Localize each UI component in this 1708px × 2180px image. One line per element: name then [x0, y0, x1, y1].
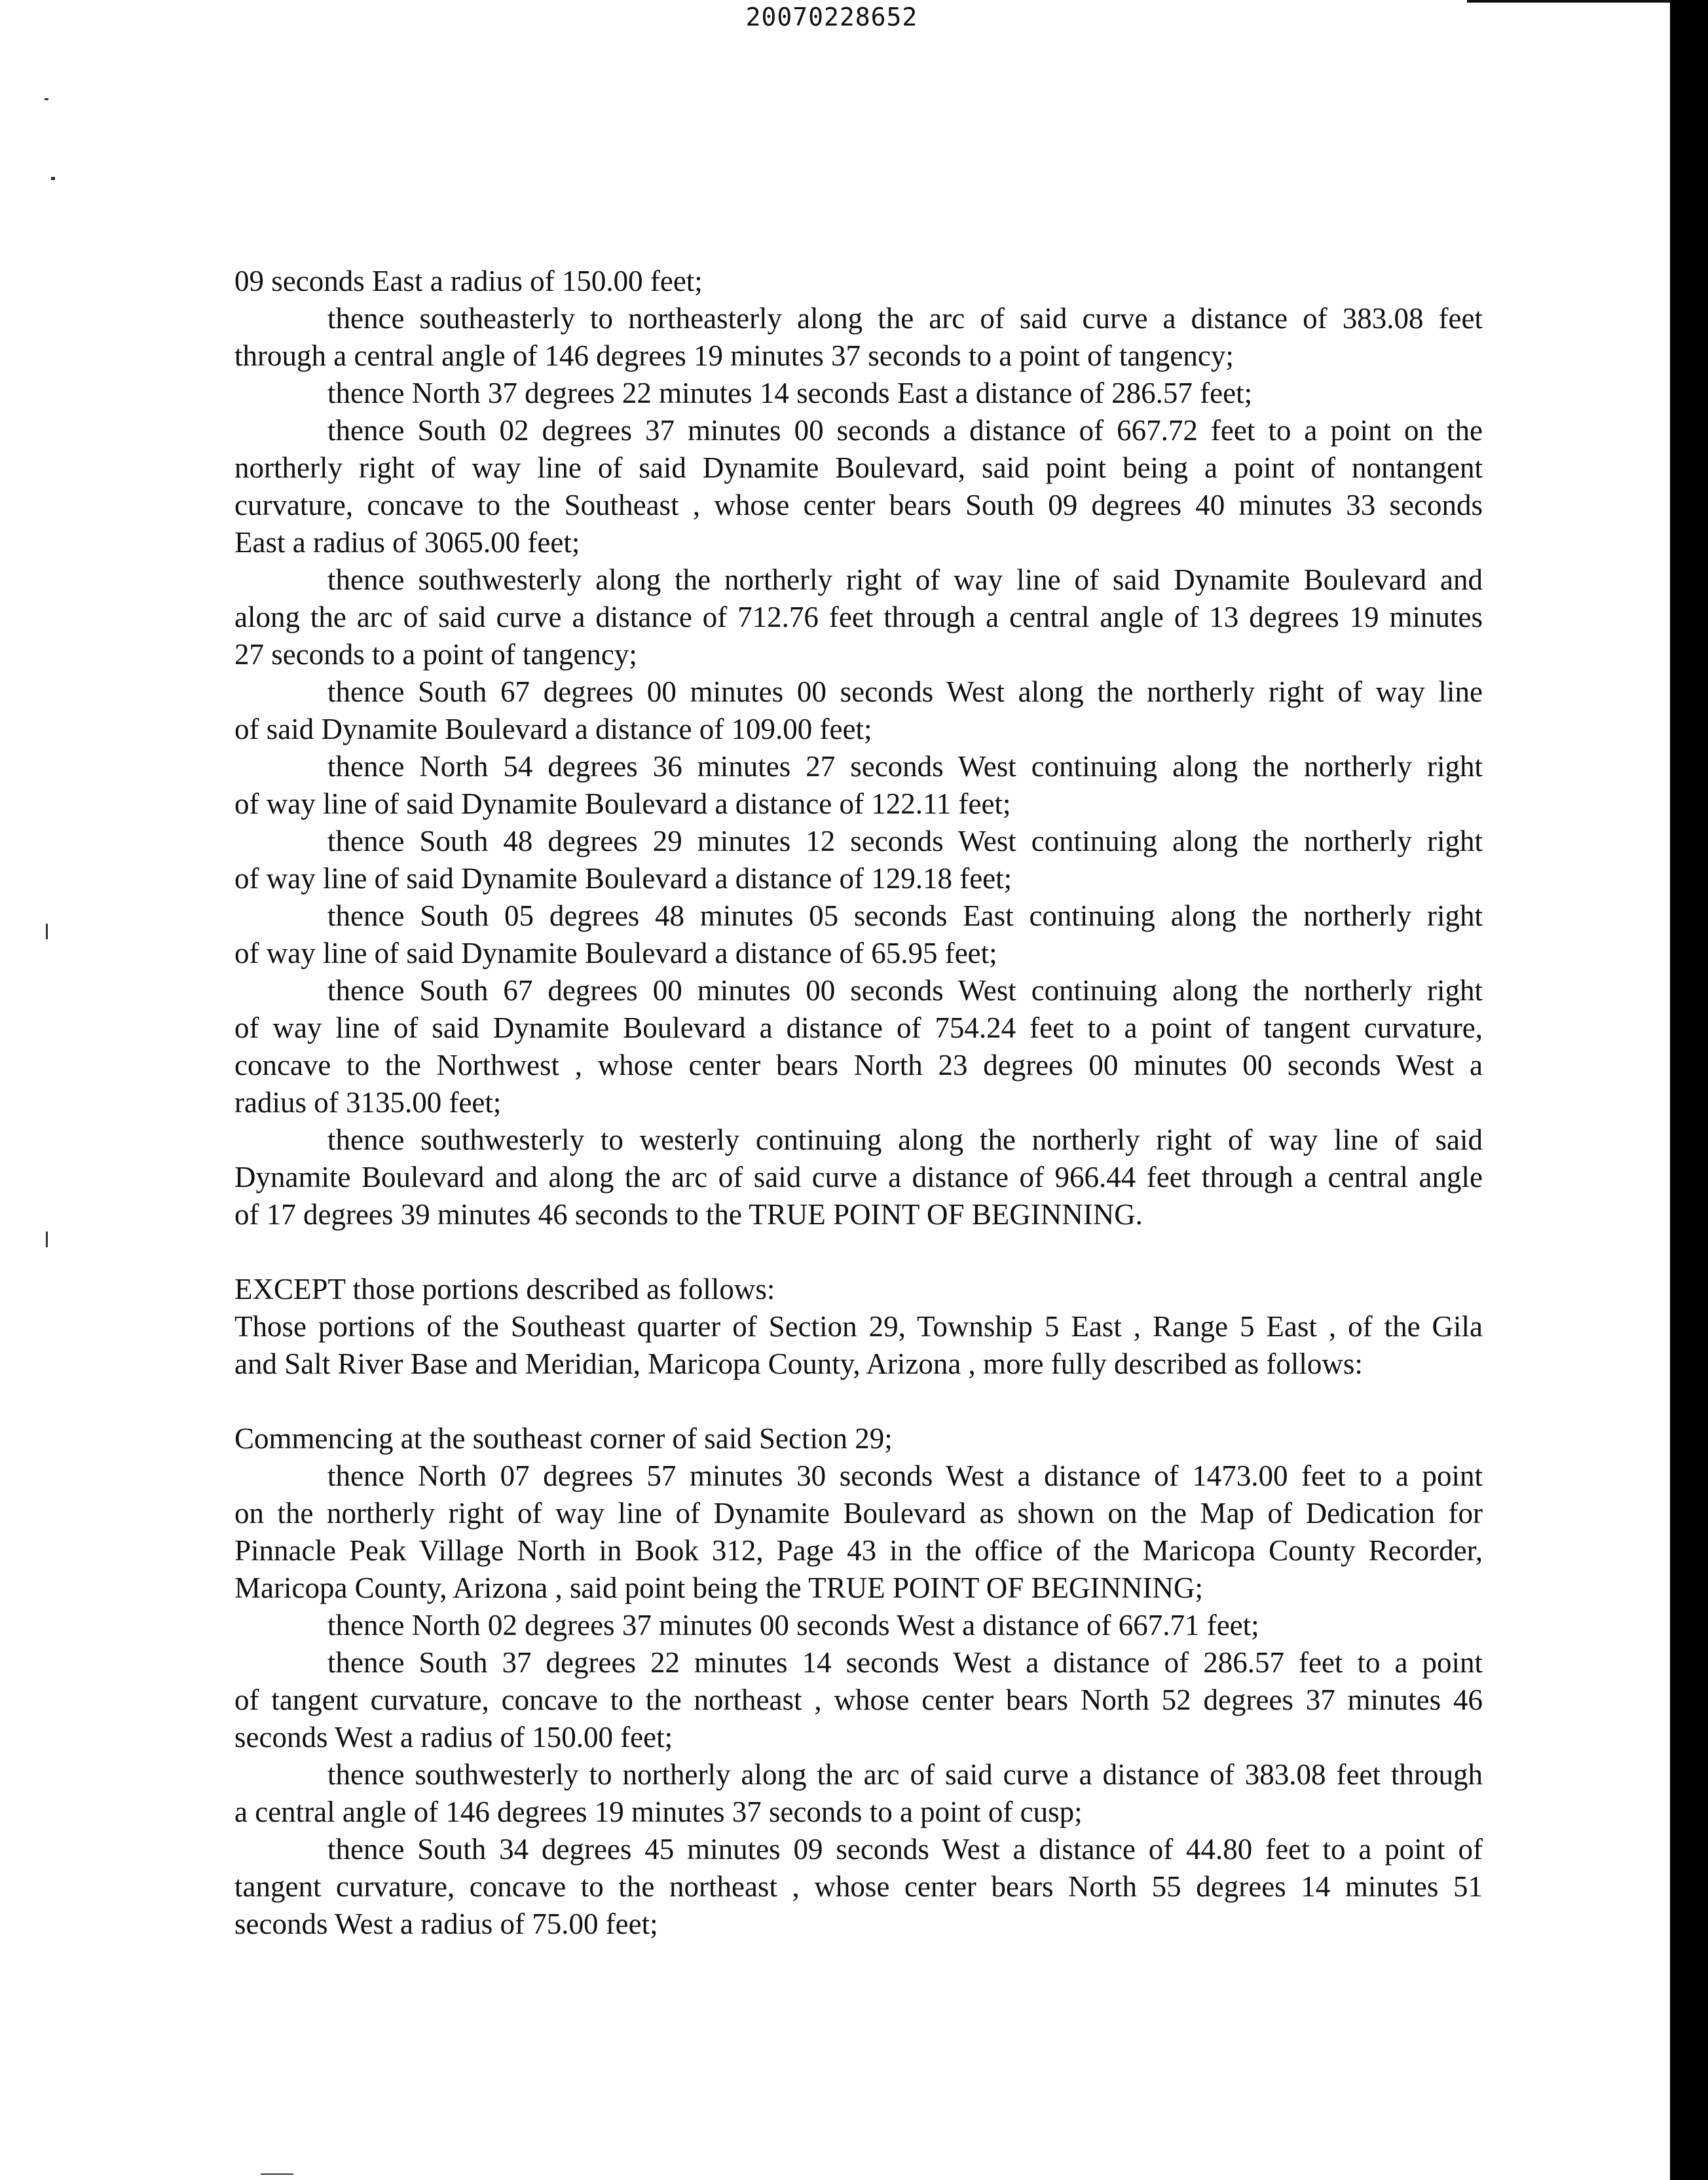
text-line: thence South 37 degrees 22 minutes 14 seconds West a distance of 286.57 feet to a point: [327, 1646, 1483, 1679]
text-line: radius of 3135.00 feet;: [234, 1086, 502, 1119]
text-line: and Salt River Base and Meridian, Maricopa County, Arizona , more fully described as follows:: [234, 1347, 1363, 1380]
text-line: thence southwesterly to northerly along the arc of said curve a distance of 383.08 feet through: [327, 1758, 1483, 1791]
text-line: thence South 05 degrees 48 minutes 05 seconds East continuing along the northerly right: [327, 899, 1483, 932]
document-number: 20070228652: [745, 3, 918, 31]
legal-description-body: [234, 263, 1483, 1943]
text-line: Those portions of the Southeast quarter of Section 29, Township 5 East , Range 5 East , of the Gila: [234, 1310, 1483, 1343]
scan-speck: [261, 2173, 293, 2175]
text-line: on the northerly right of way line of Dynamite Boulevard as shown on the Map of Dedication for: [234, 1497, 1483, 1530]
text-line: seconds West a radius of 75.00 feet;: [234, 1907, 658, 1940]
text-line: thence South 67 degrees 00 minutes 00 seconds West along the northerly right of way line: [327, 675, 1483, 708]
text-line: 27 seconds to a point of tangency;: [234, 638, 637, 671]
text-line: thence South 34 degrees 45 minutes 09 seconds West a distance of 44.80 feet to a point of: [327, 1833, 1483, 1866]
text-line: through a central angle of 146 degrees 19 minutes 37 seconds to a point of tangency;: [234, 339, 1234, 372]
text-line: thence North 54 degrees 36 minutes 27 seconds West continuing along the northerly right: [327, 750, 1483, 783]
text-line: EXCEPT those portions described as follows:: [234, 1273, 775, 1306]
text-line: of way line of said Dynamite Boulevard a distance of 754.24 feet to a point of tangent curvature,: [234, 1011, 1483, 1044]
text-line: thence North 07 degrees 57 minutes 30 seconds West a distance of 1473.00 feet to a point: [327, 1459, 1483, 1492]
text-line: a central angle of 146 degrees 19 minutes 37 seconds to a point of cusp;: [234, 1795, 1083, 1828]
text-line: of tangent curvature, concave to the northeast , whose center bears North 52 degrees 37 minutes 46: [234, 1683, 1483, 1716]
scan-edge-rule: [1467, 0, 1677, 3]
text-line: East a radius of 3065.00 feet;: [234, 526, 580, 559]
text-line: 09 seconds East a radius of 150.00 feet;: [234, 265, 703, 297]
text-line: tangent curvature, concave to the northeast , whose center bears North 55 degrees 14 minutes 51: [234, 1870, 1483, 1903]
blank-line: [234, 1383, 1483, 1420]
text-line: along the arc of said curve a distance of 712.76 feet through a central angle of 13 degrees 19 minutes: [234, 601, 1483, 633]
text-line: thence North 37 degrees 22 minutes 14 seconds East a distance of 286.57 feet;: [327, 377, 1253, 409]
text-line: of way line of said Dynamite Boulevard a distance of 129.18 feet;: [234, 862, 1012, 895]
text-line: thence South 02 degrees 37 minutes 00 seconds a distance of 667.72 feet to a point on the: [327, 414, 1483, 447]
text-line: curvature, concave to the Southeast , whose center bears South 09 degrees 40 minutes 33 seconds: [234, 489, 1483, 521]
text-line: of said Dynamite Boulevard a distance of 109.00 feet;: [234, 713, 872, 745]
text-line: thence South 48 degrees 29 minutes 12 seconds West continuing along the northerly right: [327, 825, 1483, 857]
scan-speck: [46, 1231, 48, 1247]
blank-line: [234, 1233, 1483, 1271]
text-line: of way line of said Dynamite Boulevard a distance of 65.95 feet;: [234, 937, 997, 969]
text-line: Commencing at the southeast corner of said Section 29;: [234, 1422, 893, 1455]
text-line: Dynamite Boulevard and along the arc of said curve a distance of 966.44 feet through a central angle: [234, 1161, 1483, 1193]
text-line: thence southeasterly to northeasterly along the arc of said curve a distance of 383.08 feet: [327, 302, 1483, 335]
text-line: seconds West a radius of 150.00 feet;: [234, 1721, 673, 1754]
text-line: thence southwesterly along the northerly right of way line of said Dynamite Boulevard and: [327, 563, 1483, 596]
text-line: Pinnacle Peak Village North in Book 312, Page 43 in the office of the Maricopa County Recorder,: [234, 1534, 1483, 1567]
scan-speck: [51, 177, 55, 180]
text-line: Maricopa County, Arizona , said point being the TRUE POINT OF BEGINNING;: [234, 1571, 1204, 1604]
text-line: northerly right of way line of said Dynamite Boulevard, said point being a point of nontangent: [234, 451, 1483, 484]
text-line: of way line of said Dynamite Boulevard a distance of 122.11 feet;: [234, 787, 1011, 820]
text-line: of 17 degrees 39 minutes 46 seconds to the TRUE POINT OF BEGINNING.: [234, 1198, 1143, 1231]
scan-speck: [46, 924, 48, 939]
text-line: thence South 67 degrees 00 minutes 00 seconds West continuing along the northerly right: [327, 974, 1483, 1007]
text-line: concave to the Northwest , whose center bears North 23 degrees 00 minutes 00 seconds West a: [234, 1049, 1483, 1081]
scan-speck: [45, 98, 48, 100]
text-line: thence southwesterly to westerly continuing along the northerly right of way line of said: [327, 1123, 1483, 1156]
text-line: thence North 02 degrees 37 minutes 00 seconds West a distance of 667.71 feet;: [327, 1609, 1259, 1642]
scan-edge-bar: [1670, 0, 1708, 2180]
